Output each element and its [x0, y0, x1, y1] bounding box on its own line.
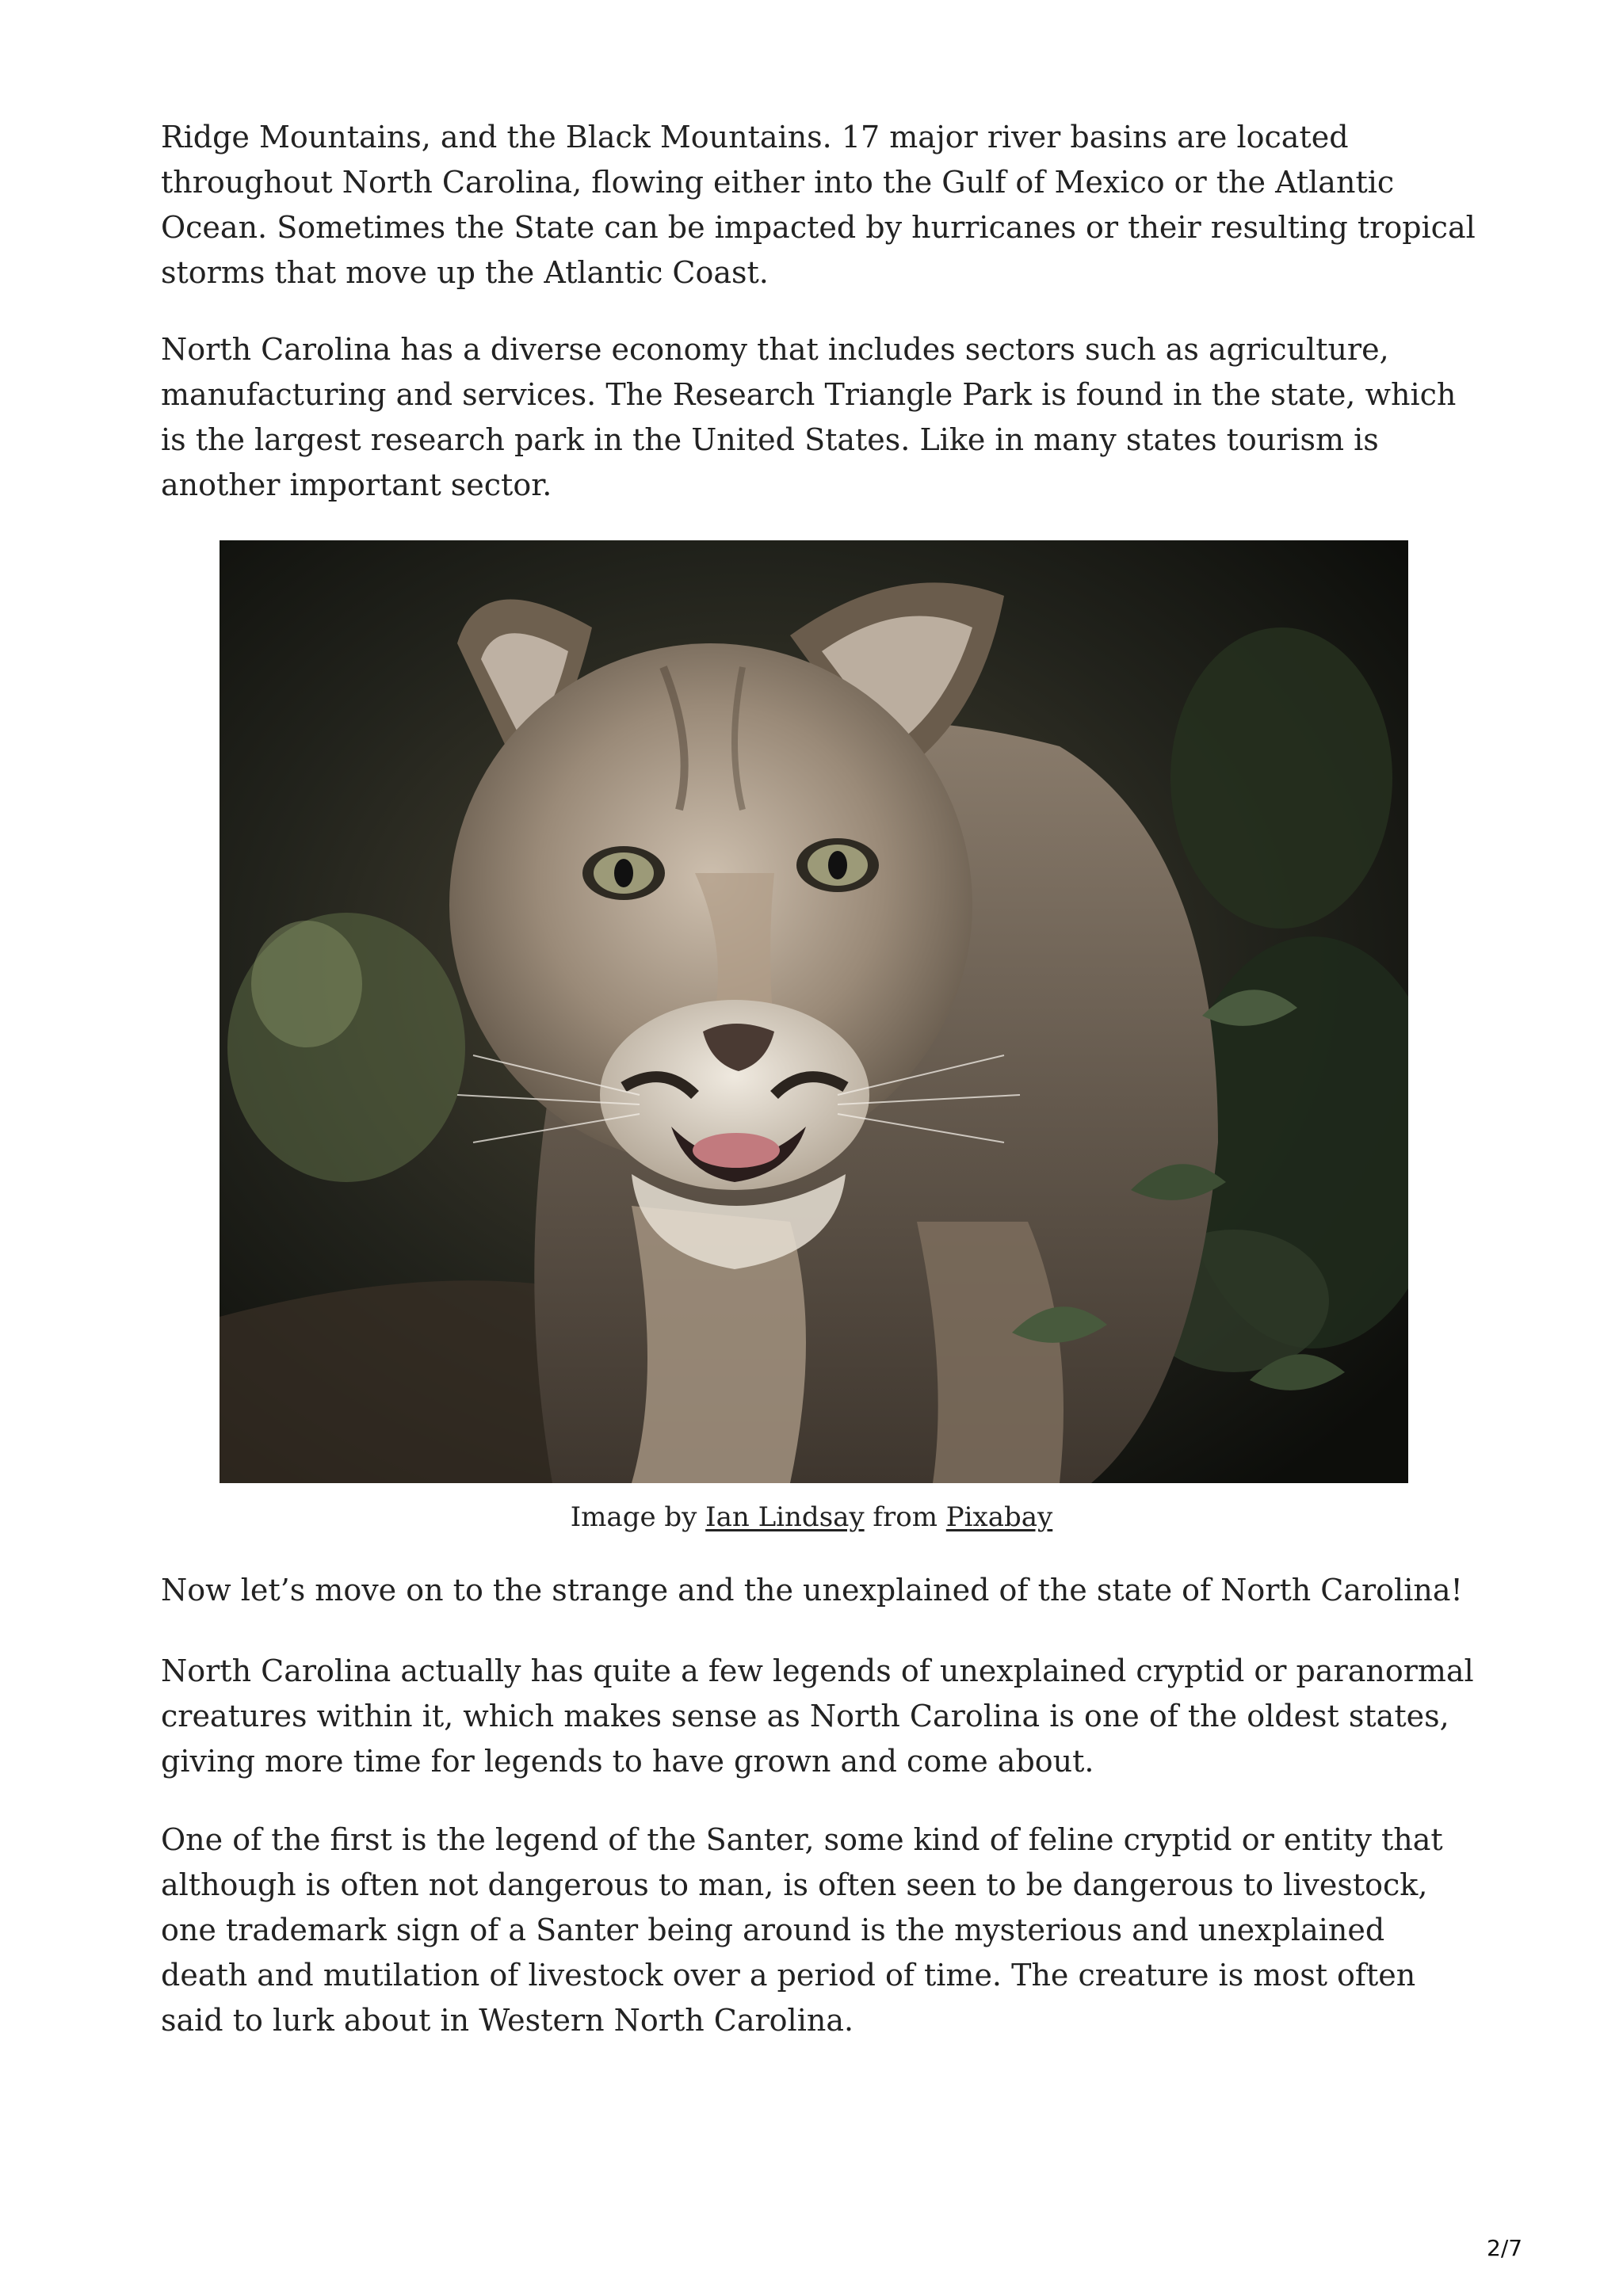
- image-caption: [0, 1497, 1623, 1538]
- paragraph-legends: North Carolina actually has quite a few legends of unexplained cryptid or paranormal creatures within it, which makes sense as North Carolina is one of the oldest states, giving more time for legends to have grown and come about.: [161, 1653, 1474, 1779]
- paragraph-geography: Ridge Mountains, and the Black Mountains. 17 major river basins are located throughout North Carolina, flowing either into the Gulf of Mexico or the Atlantic Ocean. Sometimes the State can be impacted by hurricanes or their resulting tropical storms that move up the Atlantic Coast.: [161, 120, 1476, 290]
- paragraph-economy: North Carolina has a diverse economy that includes sectors such as agriculture, manufacturing and services. The Research Triangle Park is found in the state, which is the largest research park in the United States. Like in many states tourism is another important sector.: [161, 332, 1457, 502]
- caption-author-link[interactable]: Ian Lindsay: [705, 1501, 865, 1533]
- cougar-illustration: [220, 540, 1408, 1483]
- paragraph-santer: One of the first is the legend of the Santer, some kind of feline cryptid or entity that although is often not dangerous to man, is often seen to be dangerous to livestock, one trademark sign of a Santer being around is the mysterious and unexplained death and mutilation of livestock over a period of time. The creature is most often said to lurk about in Western North Carolina.: [161, 1822, 1443, 2038]
- paragraph-transition: Now let’s move on to the strange and the unexplained of the state of North Carolina!: [161, 1573, 1463, 1608]
- page-number: 2/7: [1487, 2235, 1523, 2261]
- caption-middle: from: [864, 1501, 946, 1533]
- caption-prefix: Image by: [570, 1501, 706, 1533]
- cougar-photo: [220, 540, 1408, 1483]
- caption-source-link[interactable]: Pixabay: [945, 1501, 1053, 1533]
